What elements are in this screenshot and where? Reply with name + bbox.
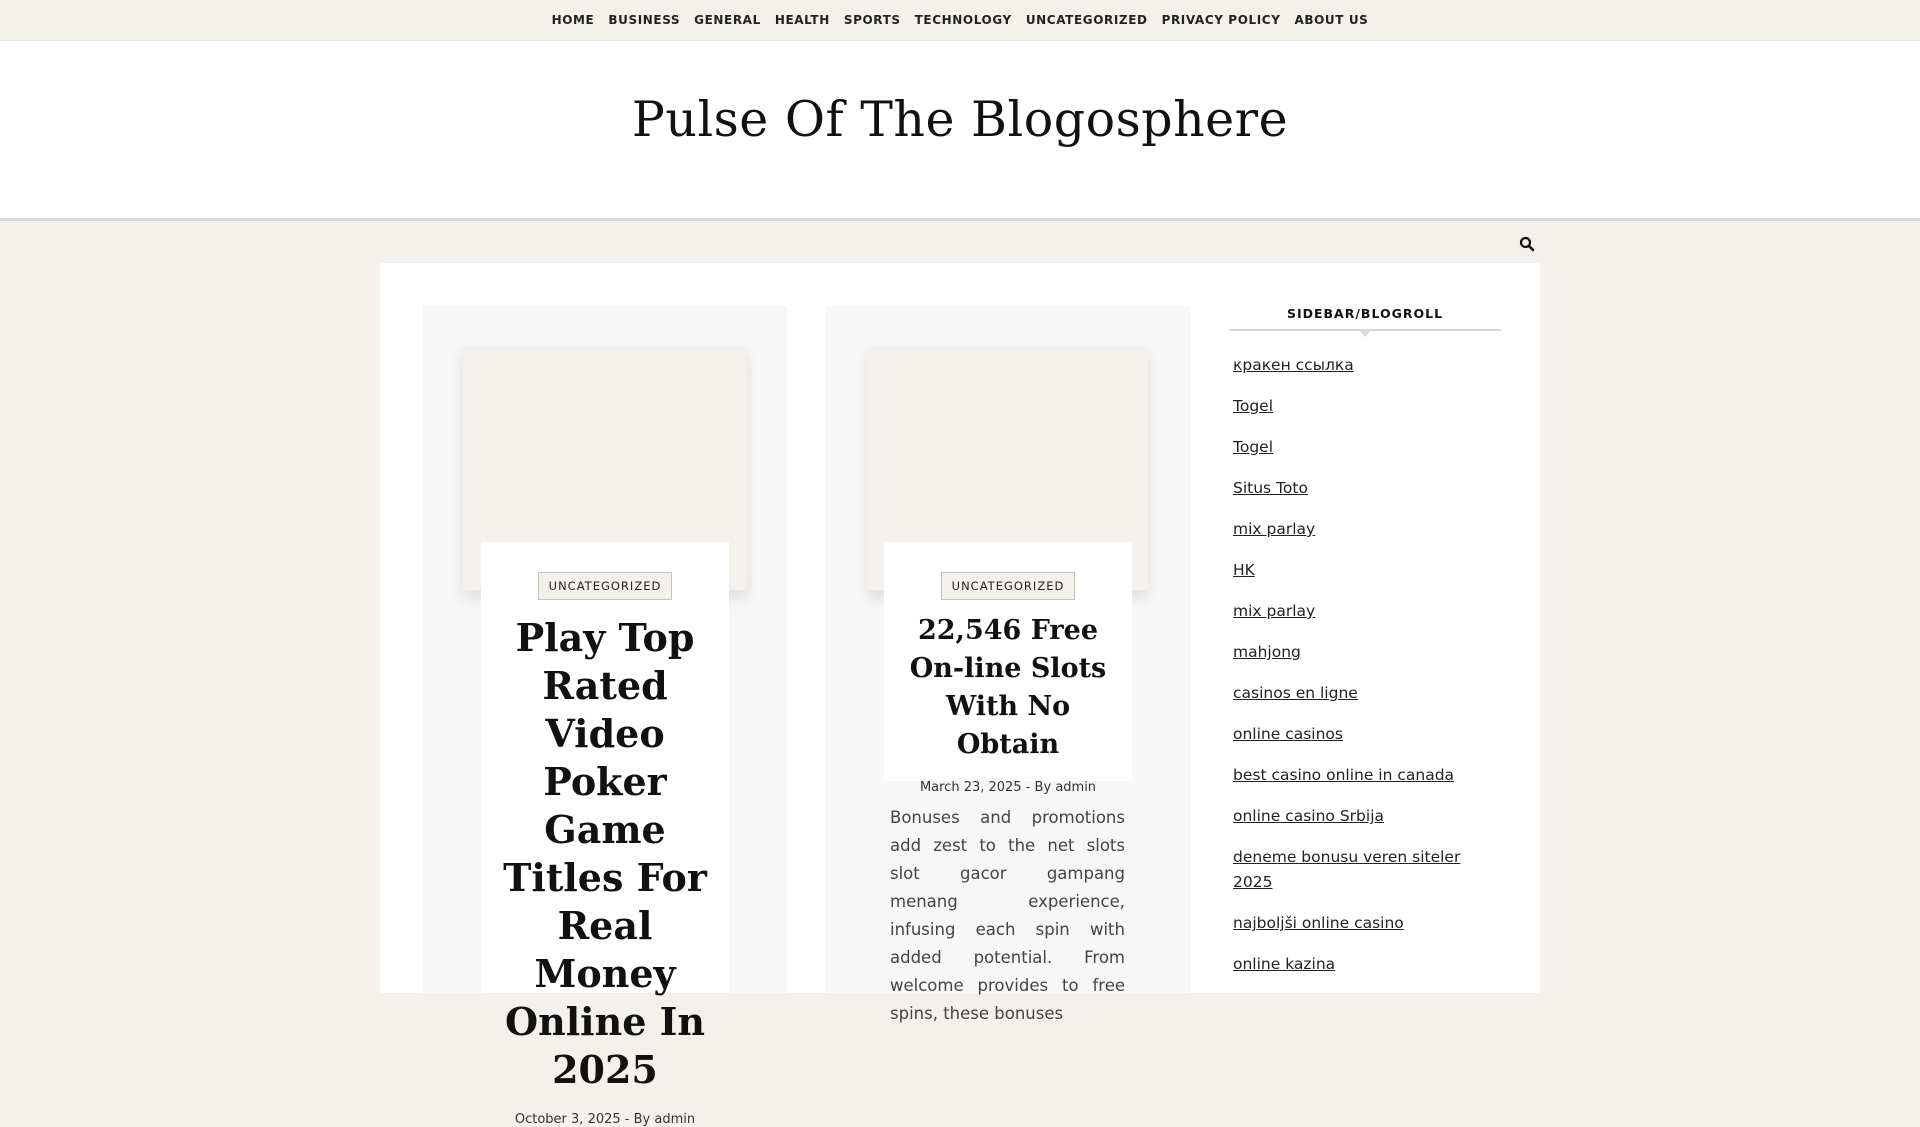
blogroll-item [1229,640,1501,665]
post-author[interactable]: admin [654,1112,696,1127]
blogroll-item [1229,952,1501,977]
blogroll-item [1229,722,1501,747]
blogroll-link[interactable]: mix parlay [1233,602,1316,620]
blogroll-link[interactable]: casinos en ligne [1233,684,1358,702]
post-date[interactable]: March 23, 2025 [919,780,1022,795]
blogroll-item [1229,763,1501,788]
nav-item-technology[interactable]: TECHNOLOGY [914,13,1012,27]
post-summary [884,542,1132,795]
post-excerpt: Bonuses and promotions add zest to the net slots slot gacor gampang menang experience, infusing each spin with added potential. From welcome provides to free spins, these bonuses [890,808,1125,1023]
nav-item-sports[interactable]: SPORTS [843,13,901,27]
post-meta [495,1112,715,1127]
site-header [0,41,1920,221]
sidebar-title [1229,306,1501,331]
blogroll-item [1229,558,1501,583]
post-title[interactable]: 22,546 Free On-line Slots With No Obtain [909,615,1107,760]
post-meta [898,780,1118,795]
category-badge[interactable]: UNCATEGORIZED [538,572,673,600]
blogroll-link[interactable]: deneme bonusu veren siteler 2025 [1233,848,1461,891]
nav-item-home[interactable]: HOME [551,13,595,27]
blogroll-item [1229,845,1501,895]
blogroll-link[interactable]: mix parlay [1233,520,1316,538]
blogroll-item [1229,435,1501,460]
post-date[interactable]: October 3, 2025 [514,1112,621,1127]
blogroll-link[interactable]: online kazina [1233,955,1336,973]
sidebar [1229,306,1501,993]
blogroll-item [1229,517,1501,542]
post-by-label: - By [624,1112,651,1127]
blogroll-item [1229,804,1501,829]
nav-item-health[interactable]: HEALTH [774,13,830,27]
blogroll-link[interactable]: mahjong [1233,643,1301,661]
nav-item-privacy-policy[interactable]: PRIVACY POLICY [1161,13,1281,27]
blogroll-item [1229,476,1501,501]
blogroll-link[interactable]: Situs Toto [1233,479,1308,497]
blogroll-link[interactable]: кракен ссылка [1233,356,1354,374]
top-navigation [0,0,1920,41]
post-title[interactable]: Play Top Rated Video Poker Game Titles For Real Money Online In 2025 [503,615,707,1092]
blogroll-list [1229,353,1501,977]
post-author[interactable]: admin [1055,780,1097,795]
sidebar-title-pointer [1359,330,1371,337]
nav-item-general[interactable]: GENERAL [694,13,761,27]
blogroll-item [1229,911,1501,936]
nav-item-uncategorized[interactable]: UNCATEGORIZED [1025,13,1148,27]
category-badge[interactable]: UNCATEGORIZED [941,572,1076,600]
blogroll-item [1229,681,1501,706]
post-by-label: - By [1025,780,1052,795]
blogroll-link[interactable]: HK [1233,561,1255,579]
blogroll-link[interactable]: Togel [1233,397,1273,415]
blogroll-item [1229,599,1501,624]
blogroll-link[interactable]: najbolјši online casino [1233,914,1404,932]
blogroll-link[interactable]: Togel [1233,438,1273,456]
post-summary [481,542,729,1127]
blogroll-link[interactable]: online casino Srbija [1233,807,1385,825]
nav-menu [545,13,1376,27]
blogroll-link[interactable]: best casino online in canada [1233,766,1455,784]
blogroll-item [1229,353,1501,378]
nav-item-about-us[interactable]: ABOUT US [1294,13,1369,27]
search-icon[interactable] [1519,236,1535,252]
site-title[interactable]: Pulse Of The Blogosphere [631,91,1289,148]
nav-item-business[interactable]: BUSINESS [608,13,681,27]
blogroll-link[interactable]: online casinos [1233,725,1343,743]
blogroll-item [1229,394,1501,419]
sidebar-title-text: SIDEBAR/BLOGROLL [1286,306,1444,321]
